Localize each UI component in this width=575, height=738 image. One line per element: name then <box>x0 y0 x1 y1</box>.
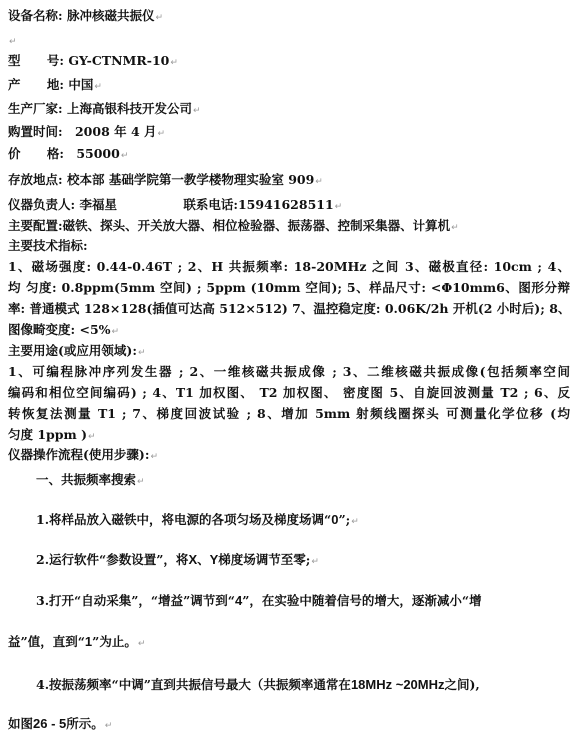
phone-label: 联系电话: <box>183 197 238 212</box>
paragraph-mark-icon: ↵ <box>150 452 158 462</box>
paragraph-mark-icon: ↵ <box>88 432 96 442</box>
price-line <box>8 146 128 164</box>
step-3-text-d: ”为止。 <box>92 634 137 649</box>
paragraph-mark-icon: ↵ <box>94 82 102 92</box>
model-line <box>8 53 178 71</box>
device-name-value: 脉冲核磁共振仪 <box>66 8 155 23</box>
usage-heading <box>8 343 146 361</box>
origin-line <box>8 77 102 95</box>
specs-line <box>8 322 119 340</box>
specs-line: 1、磁场强度: 0.44-0.46T ; 2、H 共振频率: 18-20MHz 之间 3、磁极直径: 10cm ; 4、 <box>8 259 570 274</box>
step-3-text-c: 益”值，直到“ <box>8 634 85 649</box>
purchase-value: 2008 年 4 月 <box>74 124 157 139</box>
config-label: 主要配置: <box>8 218 63 233</box>
paragraph-mark-icon: ↵ <box>311 557 319 567</box>
blank-line <box>8 32 17 50</box>
step-4-continued <box>8 716 112 734</box>
price-value: 55000 <box>76 146 120 161</box>
location-line <box>8 172 323 190</box>
paragraph-mark-icon: ↵ <box>157 129 166 139</box>
config-line <box>8 218 459 236</box>
step-1-end: ”; <box>338 512 351 527</box>
usage-line: 转恢复法测量 T1 ; 7、梯度回波试验 ; 8、增加 5mm 射频线圈探头 可测量化学位移 (均 <box>8 406 570 421</box>
specs-last-line: 图像畸变度: <5% <box>8 322 111 337</box>
location-value: 校本部 基础学院第一教学楼物理实验室 909 <box>66 172 315 187</box>
location-label: 存放地点: <box>8 172 63 187</box>
paragraph-mark-icon: ↵ <box>137 348 146 358</box>
step-4-text-c: 如图 <box>8 716 34 731</box>
usage-last-line: 匀度 1ppm ) <box>8 427 88 442</box>
paragraph-mark-icon: ↵ <box>155 13 164 23</box>
usage-line: 1、可编程脉冲序列发生器 ; 2、一维核磁共振成像 ; 3、二维核磁共振成像(包括频率空间 <box>8 364 570 379</box>
paragraph-mark-icon: ↵ <box>104 721 113 731</box>
procedure-heading <box>8 447 158 465</box>
usage-heading-text: 主要用途(或应用领域): <box>8 343 137 358</box>
device-name-line <box>8 8 163 26</box>
paragraph-mark-icon: ↵ <box>451 223 459 233</box>
step-3-continued <box>8 634 145 652</box>
step-3-text-a: 3.打开“自动采集”，“增益”调节到“ <box>36 593 235 608</box>
paragraph-mark-icon: ↵ <box>137 477 145 487</box>
origin-value: 中国 <box>68 77 94 92</box>
section-title-text: 一、共振频率搜索 <box>36 472 137 487</box>
paragraph-mark-icon: ↵ <box>120 151 129 161</box>
step-2-text-a: 2.运行软件“参数设置”，将 <box>36 552 189 567</box>
device-name-label: 设备名称: <box>8 8 63 23</box>
specs-line: 均 匀度: 0.8ppm(5mm 空间) ; 5ppm (10mm 空间); 5、样品尺寸: <Φ10mm6、图形分辩 <box>8 280 570 295</box>
step-2-sep: 、 <box>197 552 210 567</box>
maker-line <box>8 101 201 119</box>
maker-label: 生产厂家: <box>8 101 63 116</box>
paragraph-mark-icon: ↵ <box>315 177 323 187</box>
usage-line: 编码和相位空间编码) ; 4、T1 加权图、 T2 加权图、 密度图 5、自旋回波测量 T2 ; 6、反 <box>8 385 570 400</box>
paragraph-mark-icon: ↵ <box>170 58 178 68</box>
step-3-value-2: 1 <box>84 634 93 649</box>
paragraph-mark-icon: ↵ <box>137 639 146 649</box>
origin-label: 产 地: <box>8 77 64 92</box>
maker-value: 上海高银科技开发公司 <box>66 101 192 116</box>
phone-value: 15941628511 <box>237 197 334 212</box>
step-4-range: 18MHz ~20MHz <box>350 677 445 692</box>
step-3-text-b: ”，在实验中随着信号的增大，逐渐减小“增 <box>242 593 482 608</box>
config-value: 磁铁、探头、开关放大器、相位检验器、振荡器、控制采集器、计算机 <box>62 218 451 233</box>
step-1 <box>36 512 359 530</box>
owner-label: 仪器负责人: <box>8 197 76 212</box>
usage-line <box>8 427 96 445</box>
price-label: 价 格: <box>8 146 64 161</box>
purchase-label: 购置时间: <box>8 124 63 139</box>
paragraph-mark-icon: ↵ <box>351 517 359 527</box>
paragraph-mark-icon: ↵ <box>334 202 343 212</box>
model-value: GY-CTNMR-10 <box>68 53 170 68</box>
paragraph-mark-icon: ↵ <box>193 106 201 116</box>
specs-line: 率: 普通模式 128×128(插值可达高 512×512) 7、温控稳定度: 0.06K/2h 开机(2 小时后); 8、 <box>8 301 571 316</box>
purchase-line <box>8 124 165 142</box>
step-1-text: 1.将样品放入磁铁中，将电源的各项匀场及梯度场调“ <box>36 512 332 527</box>
step-4-text-d: 所示。 <box>66 716 104 731</box>
step-2-text-b: 梯度场调节至零; <box>218 552 311 567</box>
procedure-heading-text: 仪器操作流程(使用步骤): <box>8 447 150 462</box>
specs-heading: 主要技术指标: <box>8 238 88 253</box>
paragraph-mark-icon: ↵ <box>111 327 120 337</box>
step-1-value: 0 <box>331 512 339 527</box>
section-title <box>36 472 145 490</box>
step-2-y: Y <box>209 552 219 567</box>
step-4-text-b: 之间), <box>444 677 480 692</box>
step-2 <box>36 552 319 570</box>
paragraph-mark-icon: ↵ <box>9 37 17 47</box>
owner-line <box>8 197 342 215</box>
step-3 <box>36 593 482 609</box>
model-label: 型 号: <box>8 53 64 68</box>
step-2-x: X <box>188 552 198 567</box>
step-4-text-a: 4.按振荡频率“中调”直到共振信号最大（共振频率通常在 <box>36 677 351 692</box>
step-4-figure: 26 - 5 <box>33 716 67 731</box>
step-4 <box>36 677 480 693</box>
owner-value: 李福星 <box>79 197 117 212</box>
step-3-value: 4 <box>235 593 243 608</box>
